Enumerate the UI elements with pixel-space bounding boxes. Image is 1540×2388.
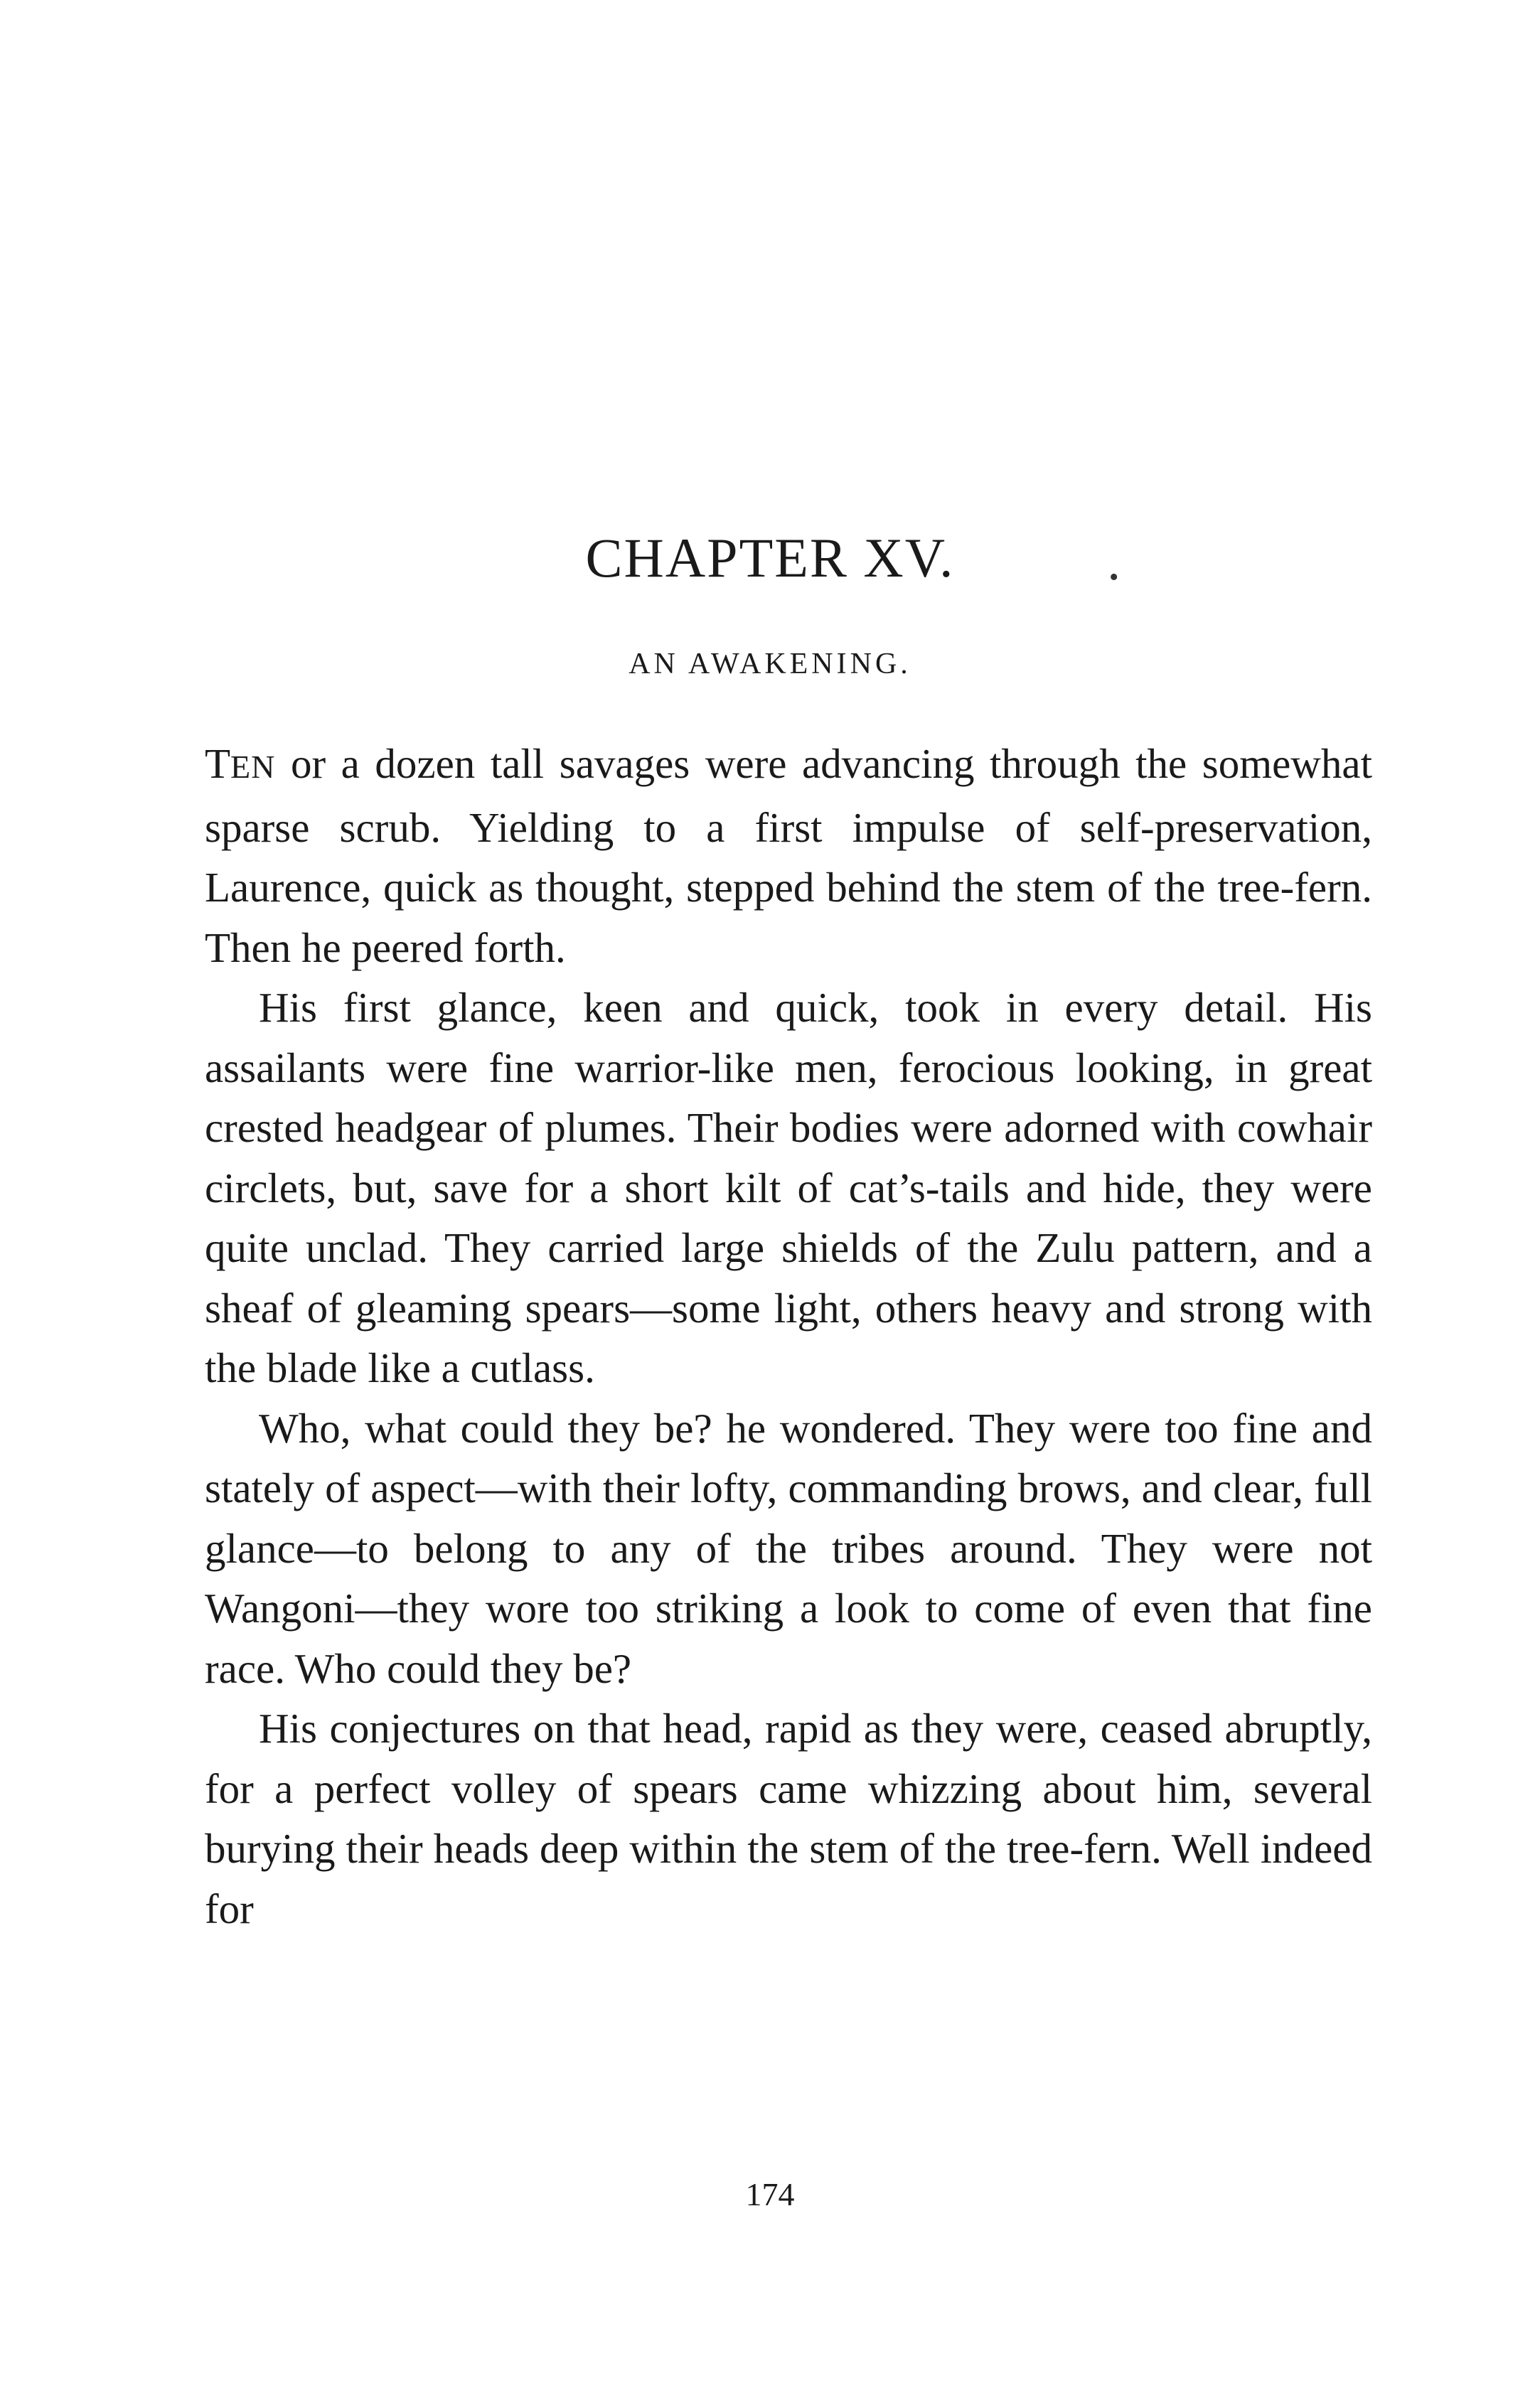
paragraph-1-smallcaps: EN: [230, 749, 276, 785]
body-text: [205, 734, 1372, 1939]
page-number: 174: [745, 2176, 795, 2212]
chapter-heading: CHAPTER XV.: [585, 527, 955, 589]
ornament-mark: •: [1109, 562, 1119, 592]
paragraph-1-lead-letter: T: [205, 740, 231, 787]
paragraph-3: Who, what could they be? he wondered. They were too fine and stately of aspect—with their lofty, commanding brows, and clear, full glance—to belong to any of the tribes around. They were not Wangoni—they wore too striking a look to come of even that fine race. Who could they be?: [205, 1404, 1372, 1692]
paragraph-4: His conjectures on that head, rapid as they were, ceased abruptly, for a perfect volley of spears came whizzing about him, several burying their heads deep within the stem of the tree-fern. Well indeed for: [205, 1705, 1372, 1932]
chapter-subtitle: AN AWAKENING.: [629, 648, 911, 680]
paragraph-1: [205, 734, 1372, 978]
paragraph-2: His first glance, keen and quick, took in every detail. His assailants were fine warrior-like men, ferocious looking, in great crested headgear of plumes. Their bodies were adorned with cowhair circlets, but, save for a short kilt of cat’s-tails and hide, they were quite unclad. They carried large shields of the Zulu pattern, and a sheaf of gleaming spears—some light, others heavy and strong with the blade like a cutlass.: [205, 984, 1372, 1391]
paragraph-1-text: or a dozen tall savages were advancing through the somewhat sparse scrub. Yielding to a first impulse of self-preservation, Laurence, quick as thought, stepped behind the stem of the tree-fern. Then he peered forth.: [205, 740, 1372, 971]
